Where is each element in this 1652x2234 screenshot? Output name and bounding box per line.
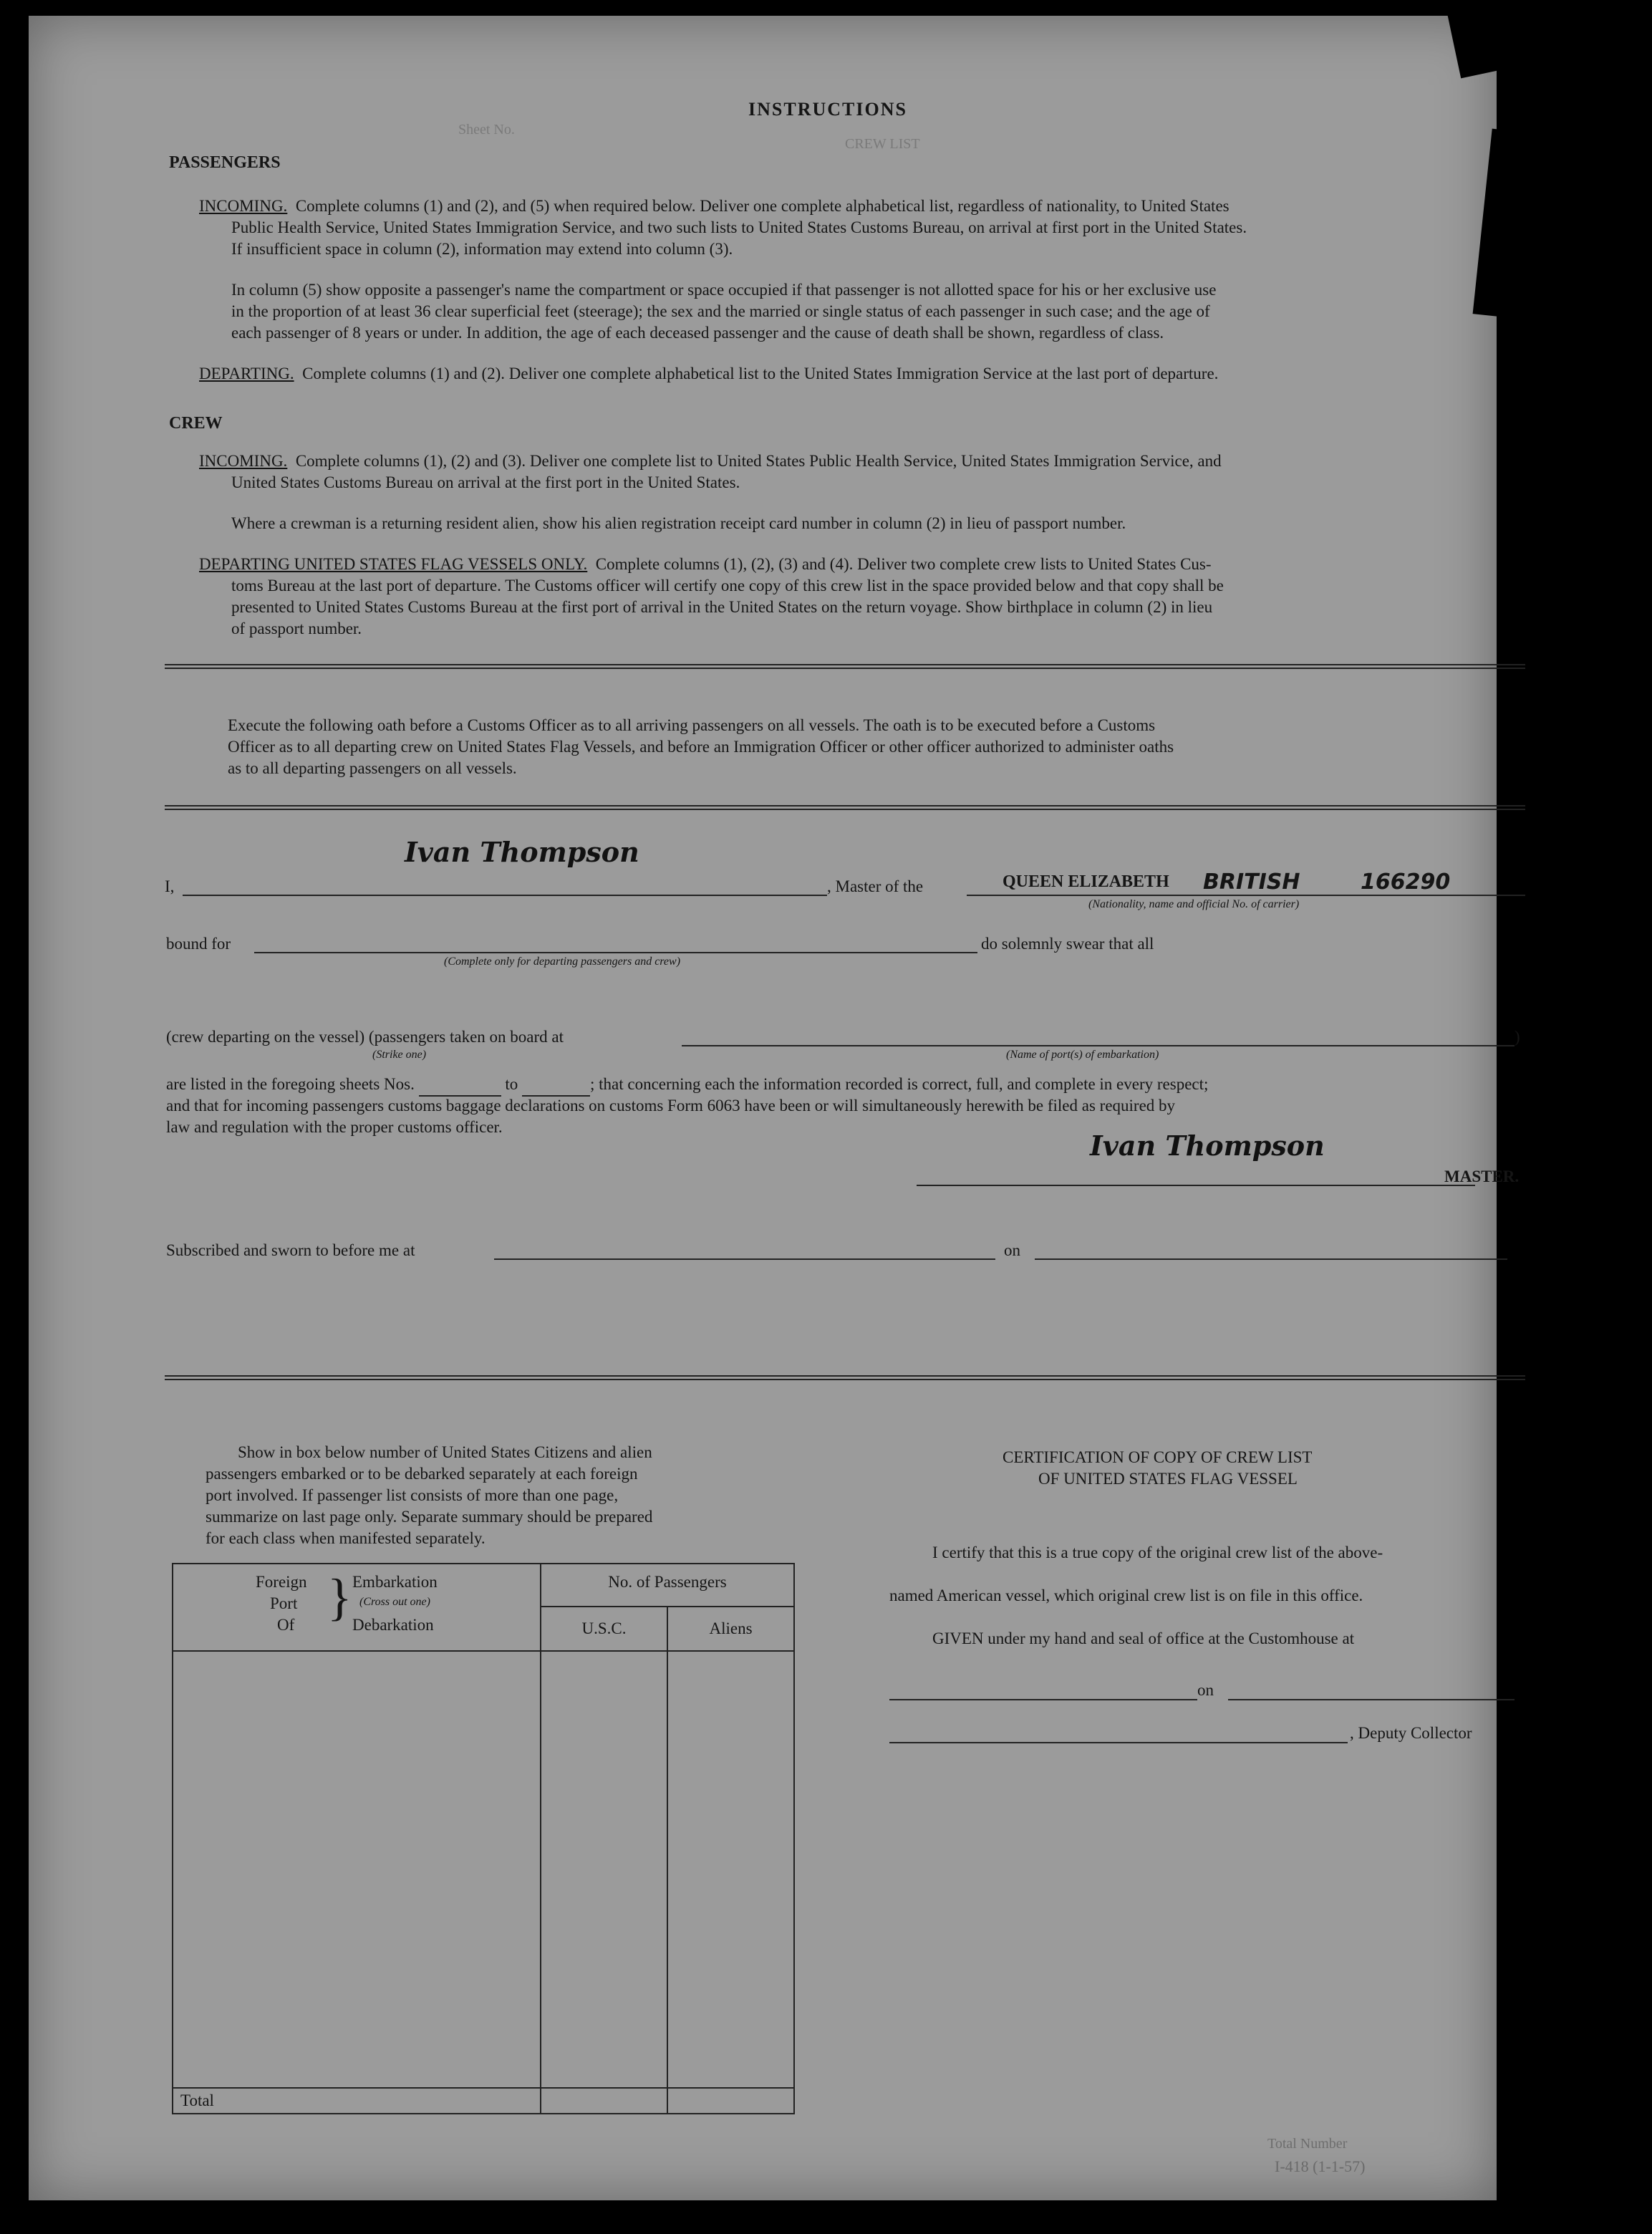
master-line [917, 1185, 1475, 1186]
subscribed-date-line [1035, 1258, 1507, 1260]
customhouse-line [889, 1699, 1197, 1700]
listed-line3: law and regulation with the proper customs officer. [166, 1118, 503, 1136]
crew-incoming [199, 450, 1222, 472]
master-of-label: , Master of the [827, 877, 924, 895]
column5-line3: each passenger of 8 years or under. In addition, the age of each deceased passenger and the cause of death shall be shown, regardless of class. [231, 324, 1164, 342]
certification-line1: I certify that this is a true copy of the original crew list of the above- [932, 1544, 1383, 1561]
deputy-collector-label: , Deputy Collector [1350, 1724, 1472, 1742]
sheet-from-field [419, 1073, 501, 1097]
vessel-name: QUEEN ELIZABETH [1003, 872, 1169, 891]
vessel-official-no: 166290 [1361, 870, 1451, 895]
crew-departing [199, 553, 1212, 575]
debarkation-label: Debarkation [352, 1616, 434, 1634]
crew-resident-alien: Where a crewman is a returning resident alien, show his alien registration receipt card number in column (2) in lieu of passport number. [231, 514, 1126, 532]
page-title: INSTRUCTIONS [748, 99, 907, 120]
ports-caption: (Name of port(s) of embarkation) [1006, 1049, 1159, 1061]
torn-corner [1448, 4, 1517, 79]
close-paren: ) [1515, 1028, 1520, 1046]
passenger-summary-table [172, 1563, 795, 2114]
master-signature-1: Ivan Thompson [405, 836, 639, 868]
form-number: I-418 (1-1-57) [1275, 2157, 1366, 2175]
listed-text: ; that concerning each the information recorded is correct, full, and complete in every respect; [589, 1075, 1209, 1093]
aliens-label: Aliens [709, 1619, 753, 1637]
master-signature-2: Ivan Thompson [1090, 1130, 1325, 1162]
crew-incoming-text: Complete columns (1), (2) and (3). Deliver one complete list to United States Public Health Service, United States Immigration Service, and [295, 452, 1222, 470]
vessel-caption: (Nationality, name and official No. of carrier) [1088, 898, 1300, 910]
port-header: Foreign Port Of } Embarkation (Cross out one) Debarkation [173, 1564, 541, 1651]
certification-date-line [1228, 1699, 1515, 1700]
passengers-heading: PASSENGERS [169, 153, 281, 172]
listed-line2: and that for incoming passengers customs baggage declarations on customs Form 6063 have been or will simultaneously herewith be filed as required by [166, 1097, 1176, 1114]
total-usc-cell [541, 2088, 667, 2114]
summary-line3: port involved. If passenger list consists of more than one page, [206, 1486, 619, 1504]
column5-line2: in the proportion of at least 36 clear superficial feet (steerage); the sex and the married or single status of each passenger in such case; and the age of [231, 302, 1210, 320]
passengers-departing-text: Complete columns (1) and (2). Deliver one complete alphabetical list to the United States Immigration Service at the last port of departure. [302, 365, 1219, 382]
bleed-total-number: Total Number [1267, 2136, 1348, 2152]
crew-incoming-label: INCOMING. [199, 452, 288, 470]
listed-sheets [166, 1073, 1208, 1097]
oath-intro-line1: Execute the following oath before a Customs Officer as to all arriving passengers on all vessels. The oath is to be executed before a Customs [228, 716, 1156, 734]
summary-line4: summarize on last page only. Separate summary should be prepared [206, 1508, 653, 1526]
master-label: MASTER. [1444, 1167, 1520, 1185]
subscribed-place-line [494, 1258, 995, 1260]
crew-departing-line2: toms Bureau at the last port of departure. The Customs officer will certify one copy of this crew list in the space provided below and that copy shall be [231, 577, 1224, 594]
passengers-incoming-label: INCOMING. [199, 197, 288, 215]
divider [165, 805, 1525, 810]
divider [165, 664, 1525, 669]
torn-edge [1473, 129, 1535, 319]
passengers-departing [199, 362, 1218, 385]
bound-for-label: bound for [166, 935, 231, 953]
passengers-incoming [199, 195, 1230, 217]
certification-title-line2: OF UNITED STATES FLAG VESSEL [1038, 1470, 1298, 1488]
summary-line1: Show in box below number of United States Citizens and alien [238, 1443, 652, 1461]
usc-cell [541, 1651, 667, 2088]
listed-to: to [505, 1075, 518, 1093]
bound-for-line [254, 952, 977, 953]
aliens-cell [667, 1651, 794, 2088]
subscribed-label: Subscribed and sworn to before me at [166, 1241, 415, 1259]
listed-label: are listed in the foregoing sheets Nos. [166, 1075, 415, 1093]
vessel-nationality: BRITISH [1203, 870, 1300, 895]
vessel-line [967, 895, 1525, 896]
solemnly-swear: do solemnly swear that all [981, 935, 1154, 953]
bleed-crew-list: CREW LIST [845, 136, 920, 152]
cross-out-label: (Cross out one) [359, 1596, 430, 1608]
port-cell [173, 1651, 541, 2088]
port-label: Port [270, 1594, 298, 1612]
certification-line3: GIVEN under my hand and seal of office at the Customhouse at [932, 1629, 1355, 1647]
crew-passengers-strike: (crew departing on the vessel) (passengers taken on board at [166, 1028, 564, 1046]
bound-for-caption: (Complete only for departing passengers and crew) [444, 955, 681, 968]
of-label: Of [277, 1616, 295, 1634]
total-cell: Total [173, 2088, 541, 2114]
summary-line5: for each class when manifested separately. [206, 1529, 486, 1547]
crew-incoming-line2: United States Customs Bureau on arrival at the first port in the United States. [231, 473, 740, 491]
deputy-collector-line [889, 1742, 1348, 1743]
divider [165, 1375, 1525, 1380]
column5-line1: In column (5) show opposite a passenger's name the compartment or space occupied if that passenger is not allotted space for his or her exclusive use [231, 281, 1217, 299]
usc-label: U.S.C. [541, 1607, 668, 1650]
crew-heading: CREW [169, 414, 223, 433]
oath-intro-line3: as to all departing passengers on all vessels. [228, 759, 517, 777]
summary-line2: passengers embarked or to be debarked separately at each foreign [206, 1465, 638, 1483]
certification-line2: named American vessel, which original crew list is on file in this office. [889, 1587, 1363, 1604]
no-passengers-label: No. of Passengers [541, 1564, 793, 1607]
form-sheet [29, 16, 1520, 2200]
passengers-header [541, 1564, 794, 1651]
crew-departing-line3: presented to United States Customs Bureau at the first port of arrival in the United States on the return voyage. Show birthplace in column (2) in lieu [231, 598, 1213, 616]
oath-intro-line2: Officer as to all departing crew on United States Flag Vessels, and before an Immigration Officer or other officer authorized to administer oaths [228, 738, 1174, 756]
passengers-incoming-line3: If insufficient space in column (2), information may extend into column (3). [231, 240, 733, 258]
certification-on: on [1197, 1681, 1214, 1699]
strike-one-caption: (Strike one) [372, 1049, 427, 1061]
foreign-label: Foreign [256, 1573, 307, 1591]
embarkation-label: Embarkation [352, 1573, 438, 1591]
crew-departing-line4: of passport number. [231, 620, 362, 637]
total-aliens-cell [667, 2088, 794, 2114]
master-name-line [183, 895, 827, 896]
ports-line [682, 1045, 1515, 1046]
crew-departing-label: DEPARTING UNITED STATES FLAG VESSELS ONLY. [199, 555, 588, 573]
oath-i-label: I, [165, 877, 175, 895]
certification-title-line1: CERTIFICATION OF COPY OF CREW LIST [1003, 1448, 1313, 1466]
passengers-departing-label: DEPARTING. [199, 365, 294, 382]
passengers-incoming-line2: Public Health Service, United States Immigration Service, and two such lists to United States Customs Bureau, on arrival at first port in the United States. [231, 218, 1247, 236]
sheet-to-field [522, 1073, 590, 1097]
bleed-sheet-no: Sheet No. [458, 122, 515, 138]
crew-departing-text: Complete columns (1), (2), (3) and (4). Deliver two complete crew lists to United States Cus- [595, 555, 1212, 573]
subscribed-on-label: on [1004, 1241, 1020, 1259]
passengers-incoming-text: Complete columns (1) and (2), and (5) when required below. Deliver one complete alphabetical list, regardless of nationality, to United States [295, 197, 1230, 215]
